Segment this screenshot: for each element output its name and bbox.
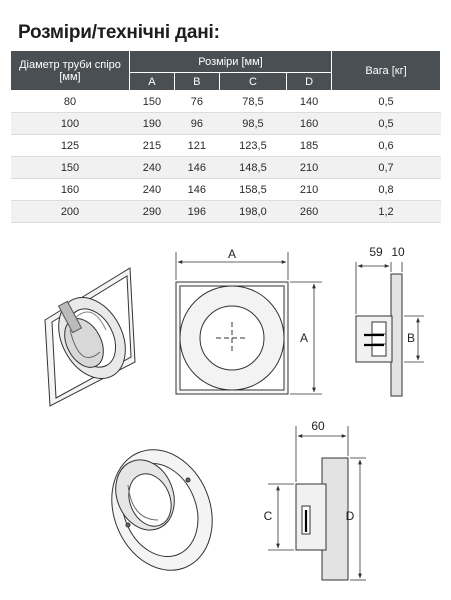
side-height-label: B: [406, 331, 416, 345]
cell-weight: 0,7: [332, 157, 441, 179]
section-view: [296, 458, 348, 580]
cell-a: 190: [130, 113, 175, 135]
cell-weight: 0,5: [332, 113, 441, 135]
front-height-label: A: [299, 331, 309, 345]
cell-a: 240: [130, 157, 175, 179]
cell-weight: 0,5: [332, 91, 441, 113]
cell-c: 148,5: [219, 157, 286, 179]
front-square-view: [176, 282, 288, 394]
cell-diameter: 160: [11, 179, 130, 201]
cell-d: 210: [287, 179, 332, 201]
page-title: Розміри/технічні дані:: [18, 22, 220, 43]
cell-b: 76: [174, 91, 219, 113]
isometric-round-view: [94, 435, 229, 586]
cell-weight: 1,2: [332, 201, 441, 223]
cell-b: 121: [174, 135, 219, 157]
cell-a: 240: [130, 179, 175, 201]
cell-b: 96: [174, 113, 219, 135]
cell-diameter: 125: [11, 135, 130, 157]
cell-d: 140: [287, 91, 332, 113]
cell-weight: 0,8: [332, 179, 441, 201]
side-dim-10: 10: [391, 245, 405, 259]
cell-c: 78,5: [219, 91, 286, 113]
header-dimensions: Розміри [мм]: [130, 51, 332, 73]
header-diameter: Діаметр труби спіро [мм]: [11, 51, 130, 91]
cell-d: 185: [287, 135, 332, 157]
cell-a: 215: [130, 135, 175, 157]
cell-diameter: 150: [11, 157, 130, 179]
cell-b: 196: [174, 201, 219, 223]
cell-d: 260: [287, 201, 332, 223]
subheader-c: C: [219, 73, 286, 91]
cell-c: 198,0: [219, 201, 286, 223]
cell-diameter: 100: [11, 113, 130, 135]
cell-b: 146: [174, 179, 219, 201]
isometric-square-view: [45, 268, 139, 406]
section-c-label: C: [263, 509, 273, 523]
cell-d: 160: [287, 113, 332, 135]
cell-c: 123,5: [219, 135, 286, 157]
subheader-a: A: [130, 73, 175, 91]
cell-b: 146: [174, 157, 219, 179]
header-weight: Вага [кг]: [332, 51, 441, 91]
subheader-b: B: [174, 73, 219, 91]
subheader-d: D: [287, 73, 332, 91]
cell-d: 210: [287, 157, 332, 179]
side-dim-59: 59: [369, 245, 383, 259]
front-width-label: A: [227, 247, 237, 261]
cell-diameter: 80: [11, 91, 130, 113]
cell-a: 290: [130, 201, 175, 223]
cell-diameter: 200: [11, 201, 130, 223]
cell-a: 150: [130, 91, 175, 113]
cell-weight: 0,6: [332, 135, 441, 157]
cell-c: 98,5: [219, 113, 286, 135]
side-view: [356, 274, 402, 396]
section-d-label: D: [345, 509, 355, 523]
cell-c: 158,5: [219, 179, 286, 201]
section-dim-60: 60: [311, 419, 325, 433]
